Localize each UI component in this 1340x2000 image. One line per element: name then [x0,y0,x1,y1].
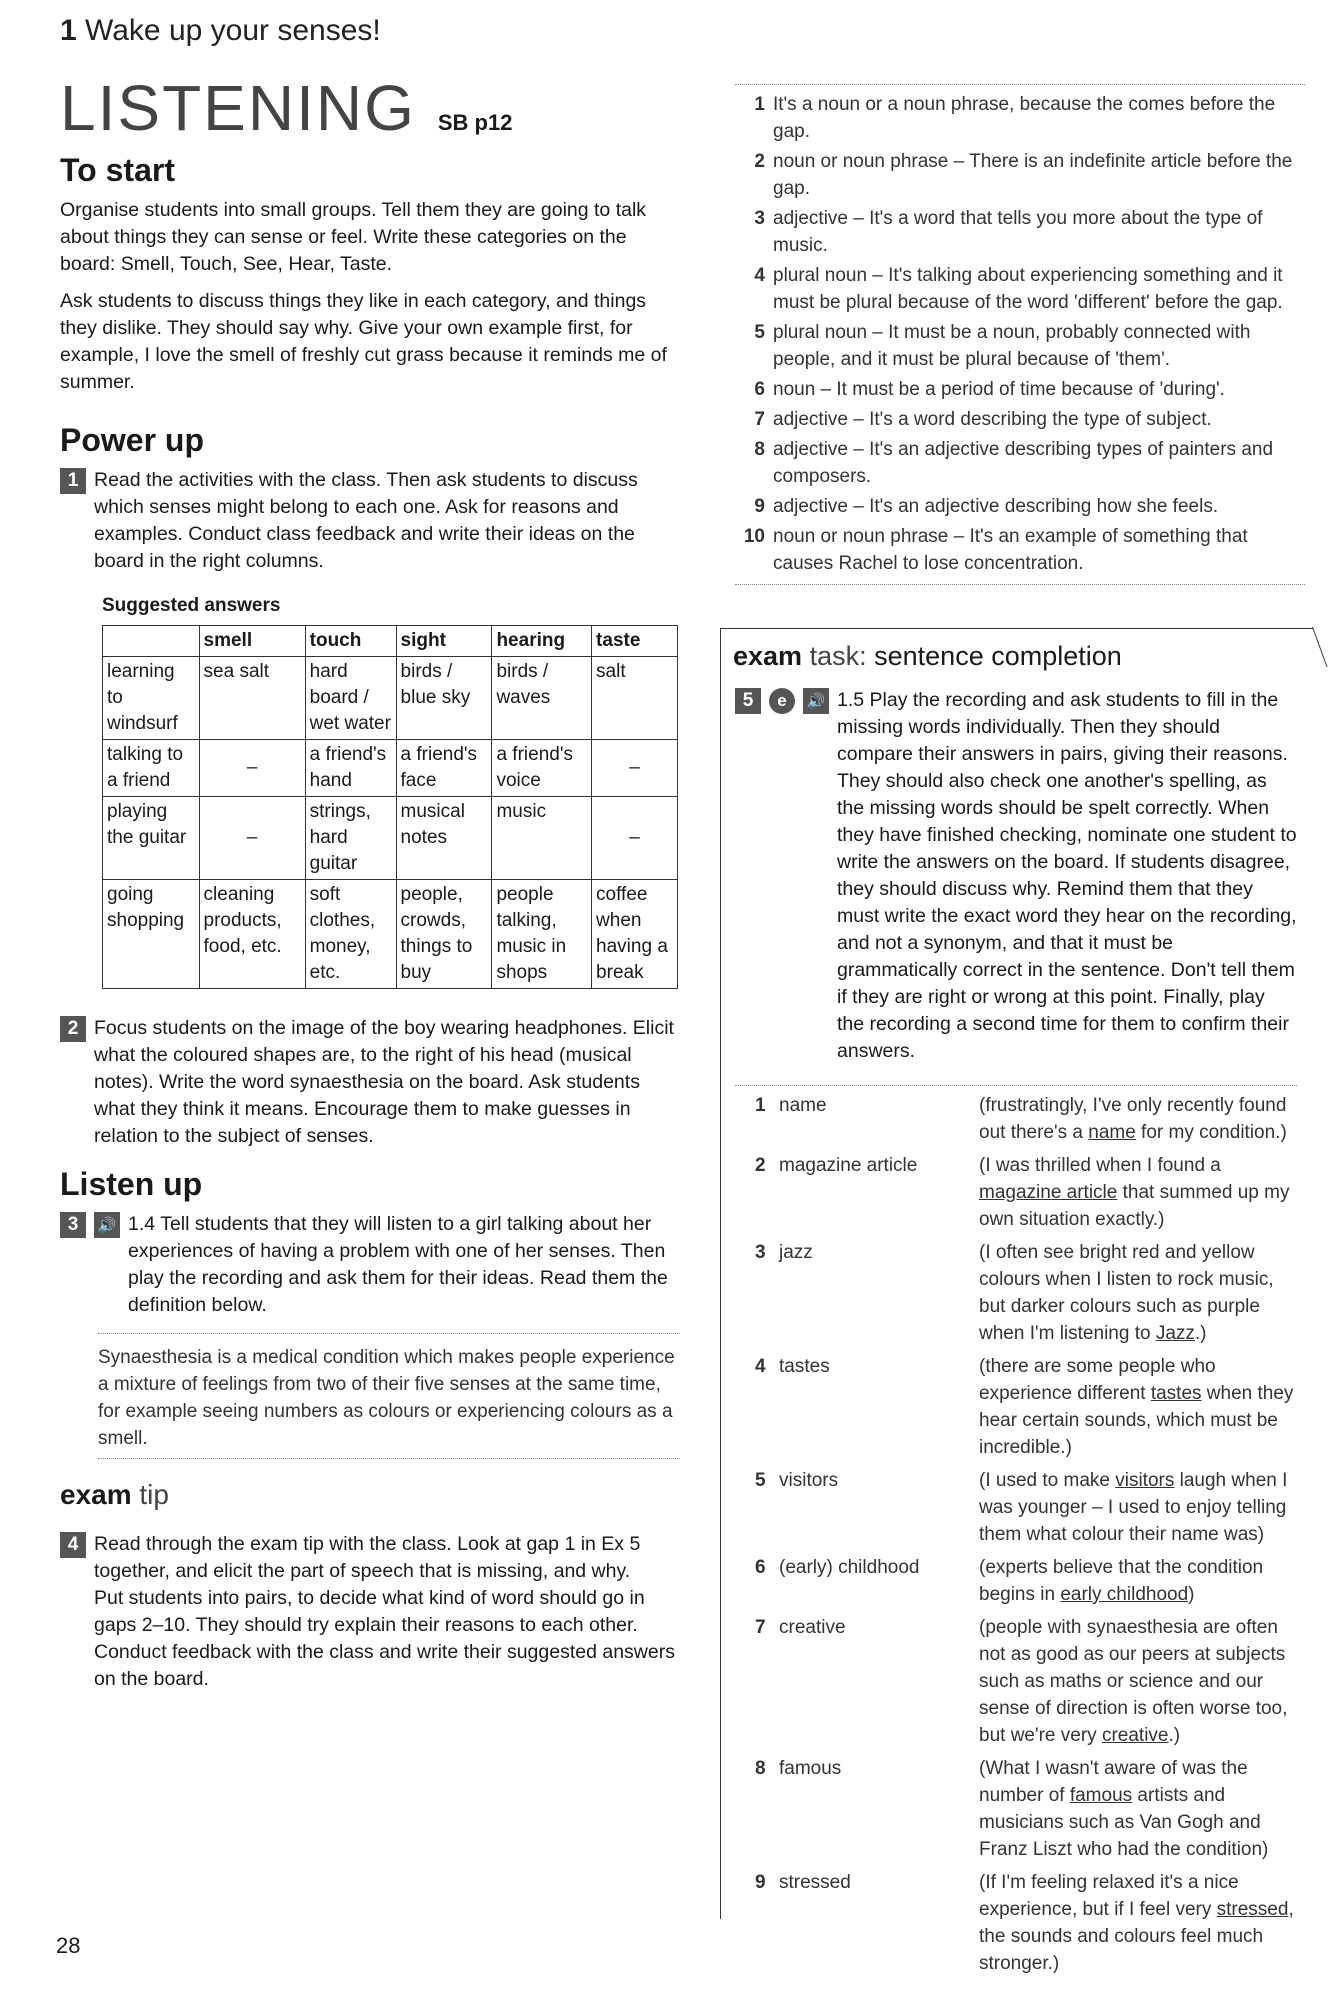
completion-evidence [979,1614,1297,1749]
completion-evidence [979,1353,1297,1461]
list-item [735,148,1305,202]
completion-row [735,1092,1297,1146]
definition-box: Synaesthesia is a medical condition which makes people experience a mixture of feelings from two of their five senses at the same time, for example seeing numbers as colours or experiencing colours as a smell. [98,1333,680,1459]
evidence-before: (there are some people who experience different [979,1356,1216,1404]
completion-number: 9 [755,1872,766,1893]
table-header-cell: taste [592,626,678,657]
table-cell: – [592,740,678,797]
completion-word: magazine article [779,1155,918,1176]
list-item [735,205,1305,259]
evidence-before: (I was thrilled when I found a [979,1155,1221,1176]
table-cell: hard board / wet water [305,657,396,740]
track-number: 1.5 [837,689,865,711]
completion-answer [735,1869,979,1977]
completion-evidence [979,1869,1297,1977]
answer-text: It's a noun or a noun phrase, because the comes before the gap. [773,94,1276,142]
evidence-after: , the sounds and colours feel much stronger.) [979,1899,1294,1974]
table-body [103,657,678,989]
suggested-answers-label: Suggested answers [102,595,281,616]
left-column [60,14,680,1703]
table-cell: salt [592,657,678,740]
table-cell: – [592,797,678,880]
exam-tip-word2: tip [139,1479,169,1510]
completion-row [735,1353,1297,1461]
completion-answer [735,1092,979,1146]
completion-answer [735,1353,979,1461]
to-start-p2: Ask students to discuss things they like in each category, and things they dislike. They should say why. Give your own example first, for example, I love the smell of freshly cut grass because it reminds me of summer. [60,290,667,393]
answer-number: 8 [754,439,765,460]
track-number: 1.4 [128,1213,156,1235]
ex-number-badge: 5 [735,688,761,714]
exam-task-word2: task: [809,641,867,671]
page-number: 28 [56,1933,81,1958]
evidence-before: (I used to make [979,1470,1116,1491]
answer-number: 7 [754,409,765,430]
completion-row [735,1869,1297,1977]
evidence-after: artists and musicians such as Van Gogh and Franz Liszt who had the condition) [979,1785,1269,1860]
to-start-heading: To start [60,152,175,188]
evidence-key: Jazz [1155,1323,1195,1344]
exercise-3 [60,1211,680,1319]
completion-answer [735,1614,979,1749]
answer-number: 2 [754,151,765,172]
answer-number: 6 [754,379,765,400]
completion-word: creative [779,1617,846,1638]
table-cell: soft clothes, money, etc. [305,880,396,989]
table-cell: a friend's face [396,740,492,797]
table-cell: – [199,740,305,797]
answer-text: noun or noun phrase – It's an example of something that causes Rachel to lose concentration. [773,526,1248,574]
evidence-before: (What I wasn't aware of was the number of [979,1758,1248,1806]
completion-evidence [979,1239,1297,1347]
table-cell: birds / waves [492,657,592,740]
completion-word: famous [779,1758,842,1779]
sb-ref: SB p12 [437,110,513,135]
evidence-after: .) [1168,1725,1181,1746]
exam-task-body [735,687,1297,1977]
list-item [735,319,1305,373]
answer-text: adjective – It's a word that tells you more about the type of music. [773,208,1263,256]
evidence-before: (If I'm feeling relaxed it's a nice experience, but if I feel very [979,1872,1239,1920]
evidence-key: tastes [1150,1383,1202,1404]
speaker-icon: 🔊 [94,1212,120,1238]
ex5-text [837,687,1297,1065]
completion-evidence [979,1755,1297,1863]
power-up-heading: Power up [60,422,205,458]
exam-tip-word1: exam [60,1479,132,1510]
completion-row [735,1614,1297,1749]
list-item [735,406,1305,433]
to-start-p1: Organise students into small groups. Tell them they are going to talk about things they can sense or feel. Write these categories on the board: Smell, Touch, See, Hear, Taste. [60,199,647,275]
evidence-before: (people with synaesthesia are often not as good as our peers at subjects such as maths or science and our sense of direction is often worse too, but we're very [979,1617,1288,1746]
completion-word: (early) childhood [779,1557,920,1578]
table-cell: people, crowds, things to buy [396,880,492,989]
table-cell: – [199,797,305,880]
table-header-cell: sight [396,626,492,657]
senses-table [102,625,678,989]
completion-row [735,1755,1297,1863]
table-row [103,880,678,989]
exercise-1 [60,467,680,575]
table-header-cell: touch [305,626,396,657]
completion-row [735,1152,1297,1233]
answer-list [735,84,1305,585]
ex5-body: Play the recording and ask students to fill in the missing words individually. Then they should compare their answers in pairs, giving their reasons. They should also check one another's spelling, as the missing words should be spelt correctly. When they have finished checking, nominate one student to write the answers on the board. If students disagree, they should discuss why. Remind them that they must write the exact word they hear on the recording, and not a synonym, and that it must be grammatically correct in the sentence. Don't tell them if they are right or wrong at this point. Finally, play the recording a second time for them to confirm their answers. [837,689,1297,1062]
ex3-body: Tell students that they will listen to a girl talking about her experiences of having a problem with one of her senses. Then play the recording and ask them for their ideas. Read them the definition below. [128,1213,668,1316]
table-row [103,797,678,880]
evidence-key: stressed [1216,1899,1289,1920]
completion-word: name [779,1095,827,1116]
evidence-key: early childhood [1060,1584,1189,1605]
list-item [735,523,1305,577]
ex1-text: Read the activities with the class. Then ask students to discuss which senses might belong to each one. Ask for reasons and examples. Conduct class feedback and write their ideas on the board in the right columns. [94,469,638,572]
completion-number: 2 [755,1155,766,1176]
completion-number: 6 [755,1557,766,1578]
ex4-p2: Put students into pairs, to decide what kind of word should go in gaps 2–10. They should try explain their reasons to each other. Conduct feedback with the class and write their suggested answers on the board. [94,1587,675,1690]
completion-answer [735,1554,979,1608]
table-cell: learning to windsurf [103,657,200,740]
answer-text: noun or noun phrase – There is an indefinite article before the gap. [773,151,1293,199]
table-header-cell [103,626,200,657]
list-item [735,436,1305,490]
ex4-p1: Read through the exam tip with the class. Look at gap 1 in Ex 5 together, and elicit the part of speech that is missing, and why. [94,1533,641,1582]
list-item [735,91,1305,145]
evidence-key: visitors [1115,1470,1175,1491]
right-column-answers [735,84,1305,585]
completion-word: stressed [779,1872,851,1893]
completion-evidence [979,1092,1297,1146]
completion-answers [735,1085,1297,1977]
table-cell: going shopping [103,880,200,989]
answer-number: 9 [754,496,765,517]
evidence-after: .) [1194,1323,1207,1344]
exam-tip-heading [60,1479,680,1511]
evidence-after: that summed up my own situation exactly.) [979,1182,1290,1230]
ex2-text: Focus students on the image of the boy wearing headphones. Elicit what the coloured shapes are, to the right of his head (musical notes). Write the word synaesthesia on the board. Ask students what they think it means. Encourage them to make guesses in relation to the subject of senses. [94,1017,674,1147]
table-cell: a friend's hand [305,740,396,797]
unit-header [60,14,680,48]
completion-row [735,1239,1297,1347]
completion-evidence [979,1467,1297,1548]
completion-number: 7 [755,1617,766,1638]
ex-number-badge: 4 [60,1532,86,1558]
evidence-key: creative [1101,1725,1169,1746]
completion-word: visitors [779,1470,839,1491]
table-row [103,657,678,740]
table-header-row [103,626,678,657]
evidence-after: for my condition.) [1135,1122,1287,1143]
evidence-before: (experts believe that the condition begins in [979,1557,1264,1605]
title-row [60,72,680,144]
evidence-after: when they hear certain sounds, which must be incredible.) [979,1383,1294,1458]
evidence-after: ) [1188,1584,1195,1605]
answer-text: plural noun – It must be a noun, probably connected with people, and it must be plural because of 'them'. [773,322,1251,370]
listen-up-heading: Listen up [60,1166,203,1202]
table-header-cell: hearing [492,626,592,657]
answer-text: noun – It must be a period of time because of 'during'. [773,379,1225,400]
completion-answer [735,1467,979,1548]
table-cell: strings, hard guitar [305,797,396,880]
list-item [735,262,1305,316]
table-cell: music [492,797,592,880]
evidence-key: name [1088,1122,1136,1143]
evidence-key: magazine article [979,1182,1118,1203]
completion-word: tastes [779,1356,830,1377]
evidence-before: (frustratingly, I've only recently found out there's a [979,1095,1287,1143]
speaker-icon: 🔊 [803,688,829,714]
completion-evidence [979,1152,1297,1233]
answer-text: plural noun – It's talking about experiencing something and it must be plural because of the word 'different' before the gap. [773,265,1283,313]
answer-number: 3 [754,208,765,229]
table-cell: musical notes [396,797,492,880]
exam-task-word1: exam [733,641,803,671]
table-cell: birds / blue sky [396,657,492,740]
unit-number: 1 [60,14,77,47]
table-row [103,740,678,797]
table-cell: people talking, music in shops [492,880,592,989]
exercise-4 [60,1531,680,1693]
completion-answer [735,1755,979,1863]
answer-text: adjective – It's an adjective describing types of painters and composers. [773,439,1274,487]
unit-title: Wake up your senses! [85,14,381,47]
ex-number-badge: 1 [60,468,86,494]
box-corner [1290,627,1328,667]
exam-task-box [720,628,1313,1974]
completion-word: jazz [779,1242,813,1263]
table-cell: cleaning products, food, etc. [199,880,305,989]
evidence-before: (I often see bright red and yellow colours when I listen to rock music, but darker colours such as purple when I'm listening to [979,1242,1274,1344]
table-cell: coffee when having a break [592,880,678,989]
evidence-after: laugh when I was younger – I used to enjoy telling them what colour their name was) [979,1470,1288,1545]
completion-number: 5 [755,1470,766,1491]
answer-text: adjective – It's an adjective describing how she feels. [773,496,1219,517]
completion-evidence [979,1554,1297,1608]
completion-answer [735,1152,979,1233]
table-cell: playing the guitar [103,797,200,880]
answer-number: 1 [754,94,765,115]
table-header-cell: smell [199,626,305,657]
table-cell: sea salt [199,657,305,740]
completion-number: 1 [755,1095,766,1116]
ex3-text [128,1211,680,1319]
list-item [735,493,1305,520]
exam-task-title: sentence completion [874,641,1122,671]
completion-number: 4 [755,1356,766,1377]
exercise-5 [735,687,1297,1065]
list-item [735,376,1305,403]
completion-row [735,1554,1297,1608]
ex-number-badge: 2 [60,1016,86,1042]
completion-row [735,1467,1297,1548]
answer-number: 4 [754,265,765,286]
completion-number: 8 [755,1758,766,1779]
table-cell: talking to a friend [103,740,200,797]
evidence-key: famous [1069,1785,1133,1806]
table-cell: a friend's voice [492,740,592,797]
answer-number: 5 [754,322,765,343]
exercise-2 [60,1015,680,1150]
completion-number: 3 [755,1242,766,1263]
completion-answer [735,1239,979,1347]
answer-text: adjective – It's a word describing the type of subject. [773,409,1212,430]
ex-number-badge: 3 [60,1212,86,1238]
answer-number: 10 [743,526,765,547]
exam-task-heading [733,641,1122,672]
section-title: LISTENING [60,72,416,144]
e-icon: e [769,688,795,714]
